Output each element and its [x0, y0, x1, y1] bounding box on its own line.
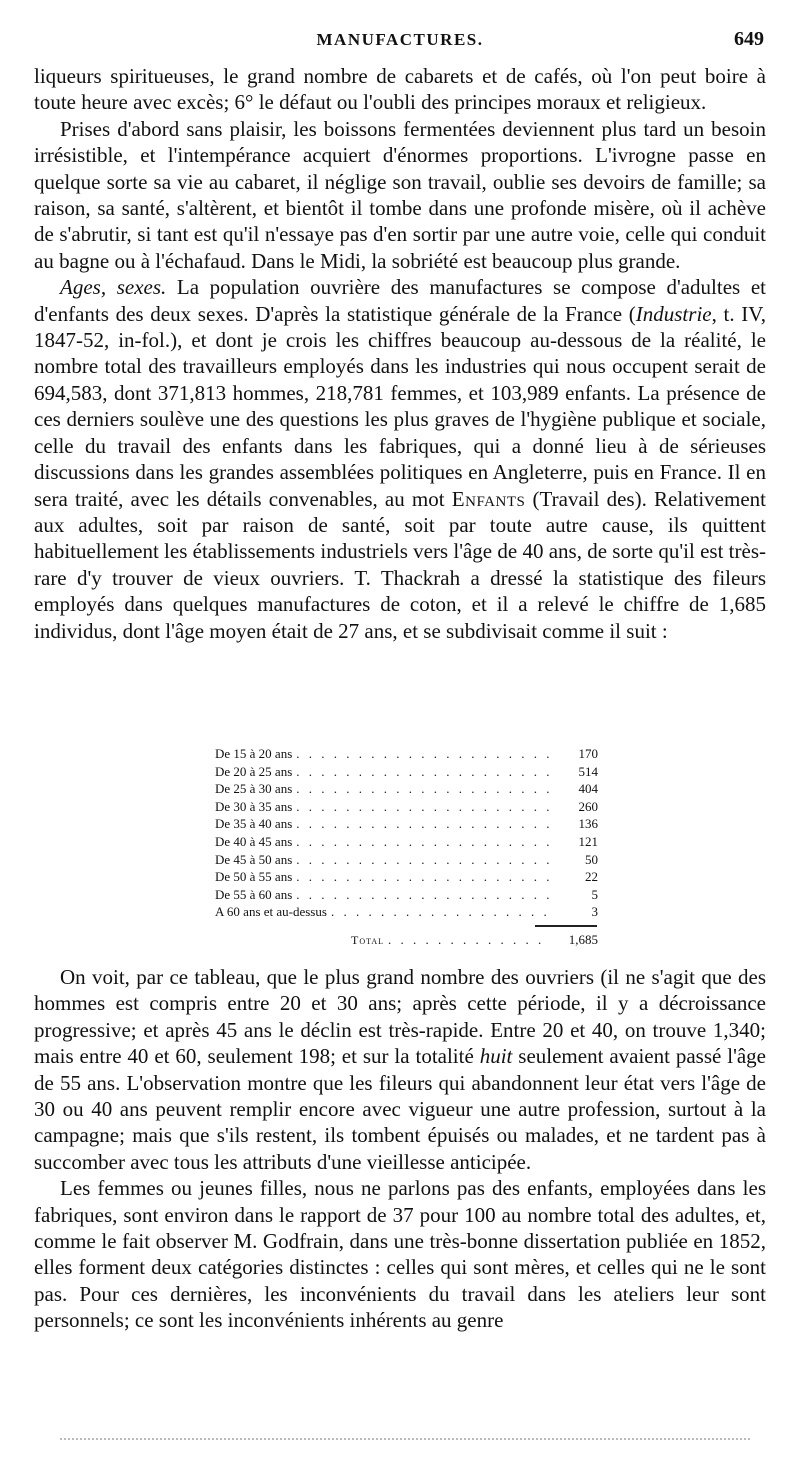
dot-leader — [296, 868, 550, 886]
row-label: De 50 à 55 ans — [215, 869, 293, 885]
dot-leader — [388, 931, 550, 949]
table-row — [215, 745, 598, 763]
dot-leader — [296, 886, 550, 904]
row-label: A 60 ans et au-dessus — [215, 904, 327, 920]
row-value: 136 — [578, 816, 598, 832]
paragraph-1: liqueurs spiritueuses, le grand nombre de cabarets et de cafés, où l'on peut boire à toute heure avec excès; 6° le défaut ou l'oubli des principes moraux et religieux. — [34, 64, 766, 115]
dot-leader — [296, 815, 550, 833]
paragraph-3-text-c: (Travail des). Relativement aux adultes, soit par raison de santé, soit par toute autre cause, ils quittent habituellement les établissements industriels vers l'âge de 40 ans, de sorte qu'il est très-rare d'y trouver de vieux ouvriers. T. Thackrah a dressé la statistique des fileurs employés dans quelques manufactures de coton, et il a relevé le chiffre de 1,685 individus, dont l'âge moyen était de 27 ans, et se subdivisait comme il suit : — [34, 486, 766, 643]
total-rule — [535, 925, 597, 927]
paragraph-4 — [34, 964, 766, 1175]
dot-leader — [296, 851, 550, 869]
paragraph-2: Prises d'abord sans plaisir, les boissons fermentées deviennent plus tard un besoin irrésistible, et l'intempérance acquiert d'énormes proportions. L'ivrogne passe en quelque sorte sa vie au cabaret, il néglige son travail, oublie ses devoirs de famille; sa raison, sa santé, s'altèrent, et bientôt il tombe dans une profonde misère, où il achève de s'abrutir, si tant est qu'il n'essaye pas d'en sortir par une autre voie, celle qui conduit au bagne ou à l'échafaud. Dans le Midi, la sobriété est beaucoup plus grande. — [34, 116, 766, 273]
dot-leader — [296, 780, 550, 798]
table-row — [215, 763, 598, 781]
table-row — [215, 886, 598, 904]
table-row — [215, 868, 598, 886]
table-row — [215, 903, 598, 921]
row-value: 170 — [578, 746, 598, 761]
row-value: 121 — [578, 833, 598, 849]
paragraph-3-text-b: , t. IV, 1847-52, in-fol.), et dont je crois les chiffres beaucoup au-dessous de la réalité, le nombre total des travailleurs employés dans les industries qui nous occupent serait de 694,583, dont 371,813 hommes, 218,781 femmes, et 103,989 enfants. La présence de ces derniers soulève une des questions les plus graves de l'hygiène publique et sociale, celle du travail des enfants dans les fabriques, qui a donné lieu à de sérieuses discussions dans les grandes assemblées politiques en Angleterre, puis en France. Il en sera traité, avec les détails convenables, au mot — [34, 301, 766, 511]
row-label: De 30 à 35 ans — [215, 798, 293, 814]
table-row — [215, 798, 598, 816]
table-row — [215, 815, 598, 833]
dot-leader — [296, 833, 550, 851]
total-row — [215, 931, 598, 950]
row-value: 3 — [591, 904, 598, 920]
row-value: 5 — [591, 886, 598, 902]
dot-leader — [296, 763, 550, 781]
paragraph-3 — [34, 274, 766, 644]
row-label: De 40 à 45 ans — [215, 833, 293, 849]
age-distribution-table — [215, 745, 598, 950]
total-value: 1,685 — [568, 931, 598, 947]
section-lead: Ages, sexes. — [60, 275, 167, 300]
table-row — [215, 780, 598, 798]
small-caps-reference: Enfants — [451, 486, 526, 511]
page-number: 649 — [734, 28, 764, 50]
italic-word: huit — [479, 1044, 513, 1069]
dot-leader — [296, 745, 550, 763]
bottom-bleed-through — [60, 1438, 750, 1444]
row-label: De 25 à 30 ans — [215, 781, 293, 797]
paragraph-5: Les femmes ou jeunes filles, nous ne parlons pas des enfants, employées dans les fabriques, sont environ dans le rapport de 37 pour 100 au nombre total des adultes, et, comme le fait observer M. Godfrain, dans une très-bonne dissertation publiée en 1852, elles forment deux catégories distinctes : celles qui sont mères, et celles qui ne le sont pas. Pour ces dernières, les inconvénients du travail dans les ateliers leur sont personnels; ce sont les inconvénients inhérents au genre — [34, 1176, 766, 1333]
row-value: 22 — [585, 869, 598, 885]
paragraph-4-text-a: On voit, par ce tableau, que le plus grand nombre des ouvriers (il ne s'agit que des hommes est compris entre 20 et 30 ans; après cette période, il y a décroissance progressive; et après 45 ans le déclin est très-rapide. Entre 20 et 40, on trouve 1,340; mais entre 40 et 60, seulement 198; et sur la totalité — [34, 965, 766, 1069]
row-value: 404 — [578, 781, 598, 797]
paragraph-3-text-a: La population ouvrière des manufactures se compose d'adultes et d'enfants des deux sexes. D'après la statistique générale de la France ( — [34, 275, 766, 326]
body-text-lower — [34, 964, 766, 1334]
row-label: De 55 à 60 ans — [215, 886, 293, 902]
page-header — [0, 26, 800, 56]
row-value: 260 — [578, 798, 598, 814]
row-label: De 35 à 40 ans — [215, 816, 293, 832]
paragraph-4-text-b: seulement avaient passé l'âge de 55 ans. L'observation montre que les fileurs qui abandonnent leur état vers l'âge de 30 ou 40 ans peuvent remplir encore avec vigueur une autre profession, surtout à la campagne; mais que s'ils restent, ils tombent épuisés ou malades, et ne tardent pas à succomber avec tous les attributs d'une vieillesse anticipée. — [34, 1044, 766, 1174]
row-label: De 15 à 20 ans — [215, 746, 293, 761]
body-text-upper — [34, 63, 766, 644]
italic-reference: Industrie — [635, 301, 712, 326]
running-title: MANUFACTURES. — [316, 30, 484, 49]
dot-leader — [331, 903, 550, 921]
row-value: 514 — [578, 763, 598, 779]
table-row — [215, 833, 598, 851]
table-row — [215, 851, 598, 869]
total-label: Total — [351, 932, 385, 947]
row-label: De 45 à 50 ans — [215, 851, 293, 867]
row-value: 50 — [585, 851, 598, 867]
dot-leader — [296, 798, 550, 816]
row-label: De 20 à 25 ans — [215, 763, 293, 779]
